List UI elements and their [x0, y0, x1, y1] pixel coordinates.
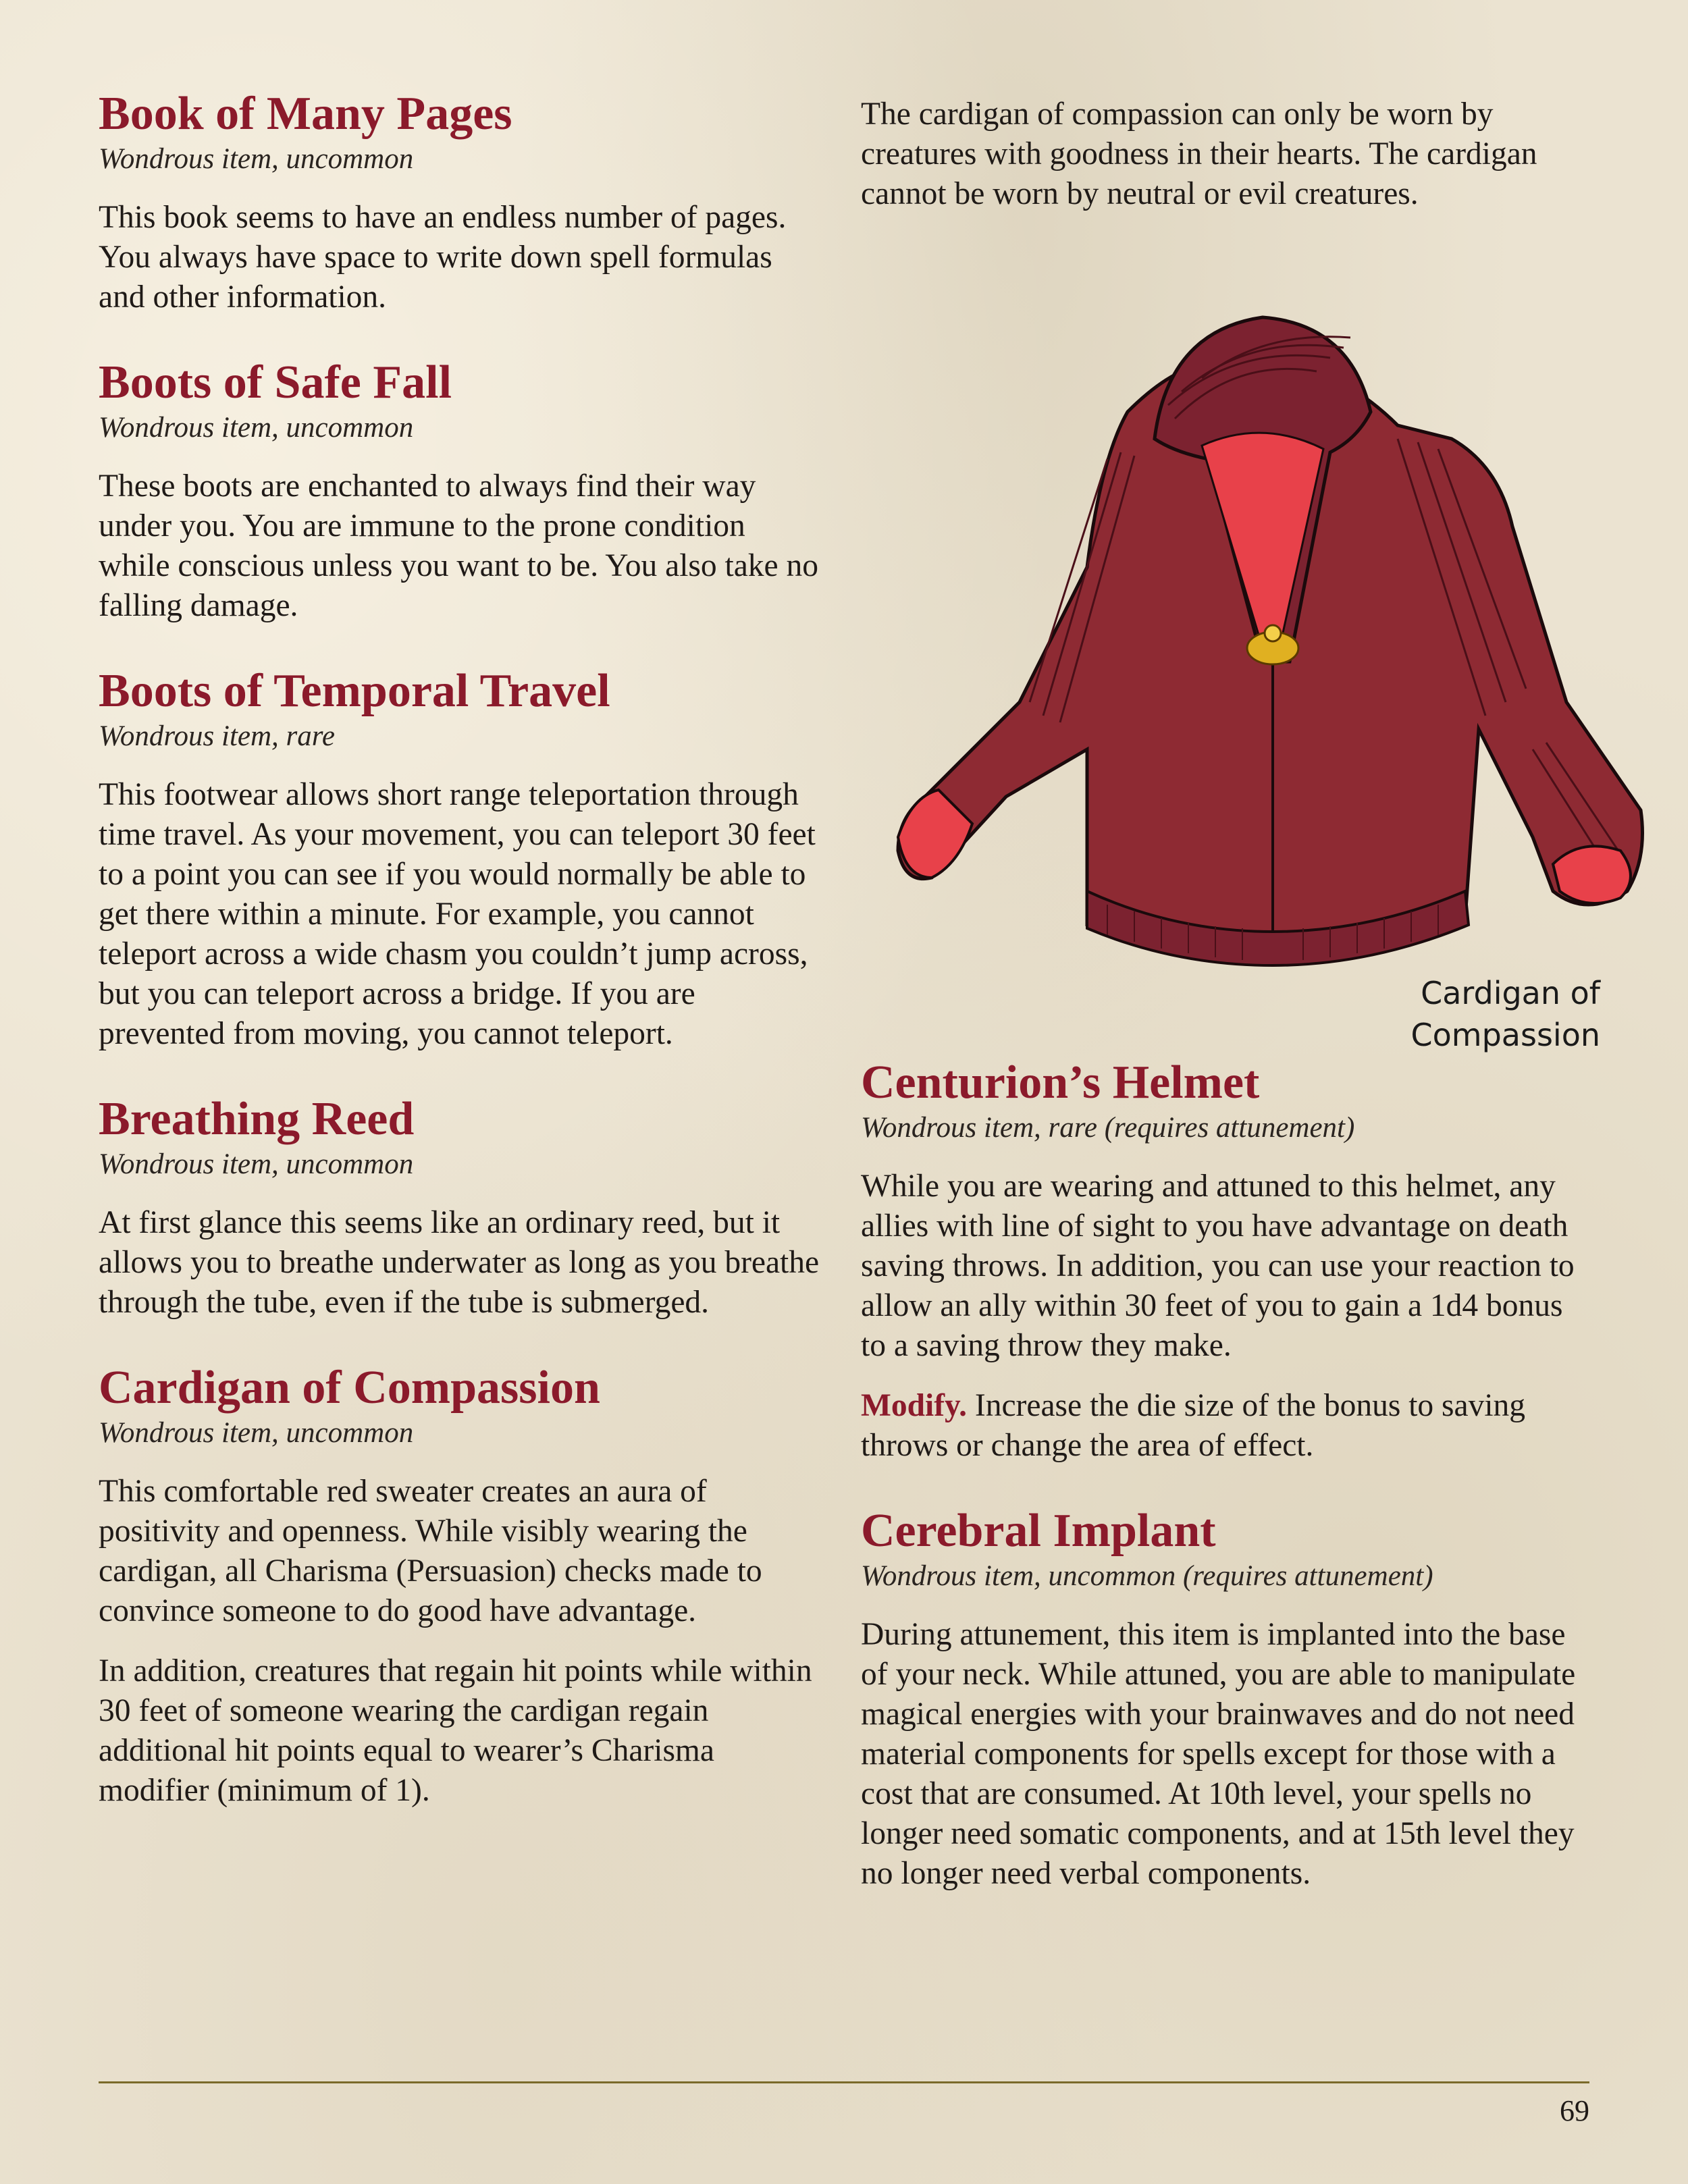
item-subtitle: Wondrous item, rare: [99, 720, 335, 752]
item-subtitle: Wondrous item, uncommon: [99, 143, 414, 175]
item-description: This footwear allows short range teleportation through time travel. As your movement, you can teleport 30 feet to a point you can see if you would normally be able to get there within a minute. For example, you cannot teleport across a wide chasm you couldn’t jump across, but you can teleport across a bridge. If you are prevented from moving, you cannot teleport.: [99, 777, 816, 1051]
item-title: Cerebral Implant: [861, 1505, 1216, 1557]
item-subtitle: Wondrous item, uncommon (requires attunement): [861, 1560, 1433, 1592]
item-entry-boots-of-temporal-travel: [99, 665, 824, 1054]
item-description: These boots are enchanted to always find their way under you. You are immune to the prone condition while conscious unless you want to be. You also take no falling damage.: [99, 469, 819, 623]
item-entry-centurions-helmet: [861, 1057, 1590, 1466]
item-description-continued: The cardigan of compassion can only be worn by creatures with goodness in their hearts. The cardigan cannot be worn by neutral or evil creatures.: [861, 97, 1537, 211]
page-number: 69: [1560, 2094, 1589, 2127]
item-subtitle: Wondrous item, uncommon: [99, 412, 414, 444]
item-title: Book of Many Pages: [99, 88, 512, 140]
item-entry-book-of-many-pages: [99, 88, 824, 317]
left-column: [99, 88, 824, 1850]
item-description: During attunement, this item is implanted into the base of your neck. While attuned, you are able to manipulate magical energies with your brainwaves and do not need material components for spells except for those with a cost that are consumed. At 10th level, your spells no longer need somatic components, and at 15th level they no longer need verbal components.: [861, 1617, 1576, 1891]
item-description: In addition, creatures that regain hit points while within 30 feet of someone wearing the cardigan regain additional hit points equal to wearer’s Charisma modifier (minimum of 1).: [99, 1653, 812, 1808]
item-title: Centurion’s Helmet: [861, 1057, 1260, 1109]
modify-paragraph: [861, 1386, 1590, 1466]
modify-text: Increase the die size of the bonus to saving throws or change the area of effect.: [861, 1388, 1526, 1463]
item-entry-cerebral-implant: [861, 1505, 1590, 1894]
item-entry-boots-of-safe-fall: [99, 356, 824, 626]
item-title: Boots of Temporal Travel: [99, 665, 610, 717]
cardigan-icon: [885, 284, 1654, 1026]
illustration-caption: [1263, 972, 1600, 1056]
item-title: Boots of Safe Fall: [99, 356, 452, 408]
item-description: While you are wearing and attuned to this helmet, any allies with line of sight to you have advantage on death saving throws. In addition, you can use your reaction to allow an ally within 30 feet of you to gain a 1d4 bonus to a saving throw they make.: [861, 1169, 1575, 1363]
item-entry-breathing-reed: [99, 1093, 824, 1323]
item-subtitle: Wondrous item, uncommon: [99, 1417, 414, 1449]
item-description: This comfortable red sweater creates an aura of positivity and openness. While visibly wearing the cardigan, all Charisma (Persuasion) checks made to convince someone to do good have advantage.: [99, 1474, 762, 1628]
modify-label: Modify.: [861, 1388, 968, 1423]
item-subtitle: Wondrous item, rare (requires attunement): [861, 1112, 1355, 1144]
item-description: At first glance this seems like an ordinary reed, but it allows you to breathe underwater as long as you breathe through the tube, even if the tube is submerged.: [99, 1205, 820, 1320]
item-title: Cardigan of Compassion: [99, 1362, 600, 1414]
item-subtitle: Wondrous item, uncommon: [99, 1148, 414, 1180]
item-title: Breathing Reed: [99, 1093, 415, 1145]
right-column: [861, 1057, 1590, 1933]
cardigan-illustration: [885, 284, 1654, 1073]
caption-line-2: Compassion: [1410, 1017, 1600, 1053]
right-column-continuation: [861, 95, 1590, 234]
footer-rule: [99, 2081, 1589, 2083]
item-description: This book seems to have an endless number of pages. You always have space to write down spell formulas and other information.: [99, 200, 787, 315]
caption-line-1: Cardigan of: [1421, 975, 1600, 1011]
item-entry-cardigan-of-compassion: [99, 1362, 824, 1811]
